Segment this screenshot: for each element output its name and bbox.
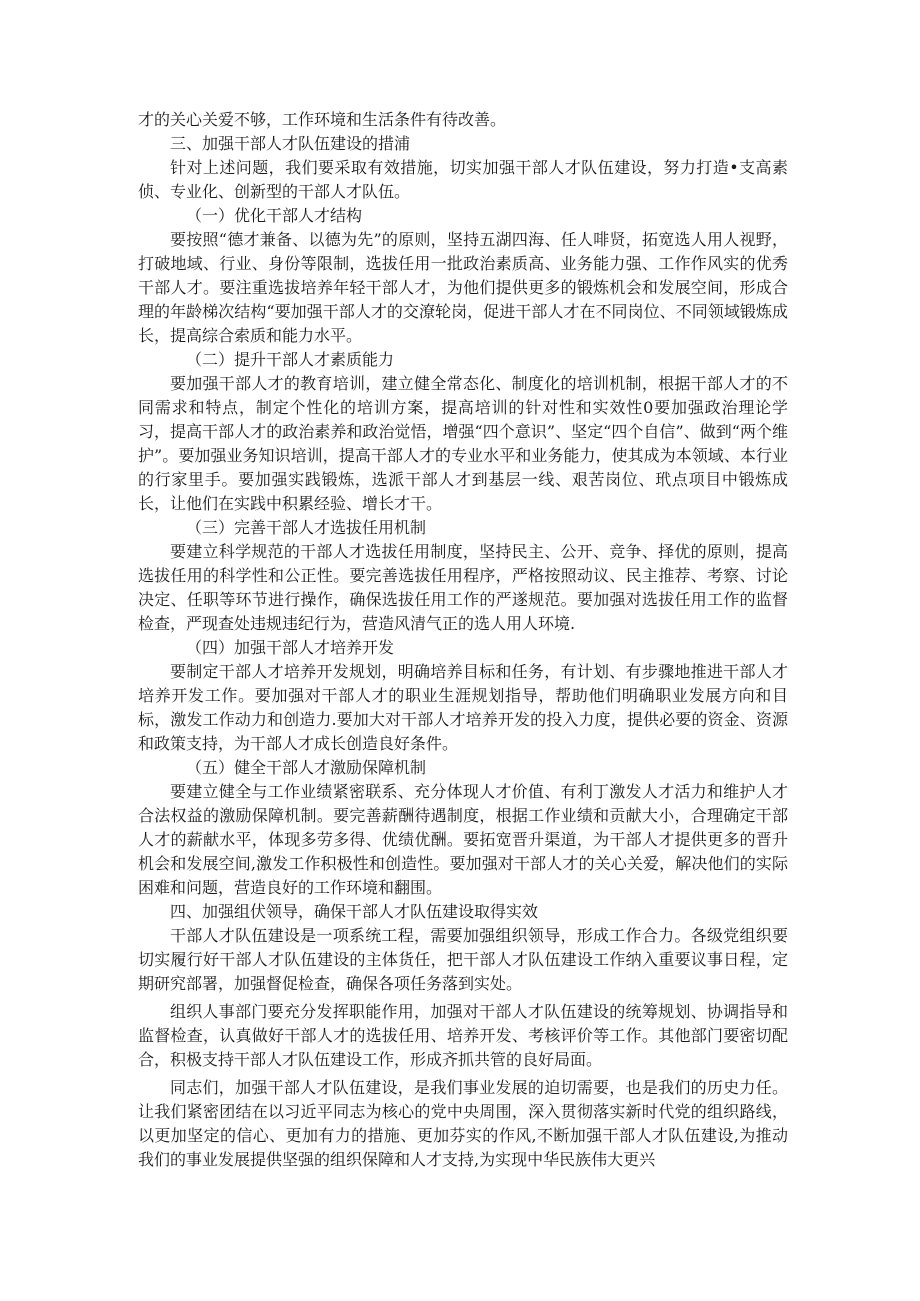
paragraph: 针对上述问题，我们要采取有效措施，切实加强干部人才队伍建设，努力打造•支高素侦、专业化、创新型的干部人才队伍。 [138, 158, 788, 201]
paragraph: 要制定干部人才培养开发规划，明确培养目标和任务，有计划、有步骤地推进干部人才培养开发工作。要加强对干部人才的职业生涯规划指导，帮助他们明确职业发展方向和目标，激发工作动力和创造力.要加大对干部人才培养开发的投入力度，提供必要的资金、资源和政策支持，为干部人才成长创造良好条件。 [138, 662, 788, 753]
paragraph: 干部人才队伍建设是一项系统工程，需要加强组织领导，形成工作合力。各级党组织要切实履行好干部人才队伍建设的主体货任，把干部人才队伍建设工作纳入重要议事日程，定期研究部署，加强督促检查，确保各项任务落到实处。 [138, 926, 788, 993]
paragraph: 要建立科学规范的干部人才选拔任用制度，坚持民主、公开、竞争、择优的原则，提高选拔任用的科学性和公正性。要完善选拔任用程序，严格按照动议、民主推荐、考察、讨论决定、任职等环节进行操作，确保选拔任用工作的严遂规范。要加强对选拔任用工作的监督检查，严现查处违规违纪行为，营造风清气正的选人用人环境. [138, 542, 788, 633]
subheading-2: （二）提升干部人才素质能力 [186, 350, 395, 369]
paragraph: 要加强干部人才的教育培训，建立健全常态化、制度化的培训机制，根据干部人才的不同需求和特点，制定个性化的培训方案，提高培训的针对性和实效性0要加强政治理论学习，提高干部人才的政治素养和政治觉悟，增强“四个意识”、坚定“四个自信”、做到“两个维护”。要加强业务知识培训，提高干部人才的专业水平和业务能力，使其成为本领域、本行业的行家里手。要加强实践锻炼，选派干部人才到基层一线、艰苦岗位、玳点项目中锻炼成长，让他们在实践中积累经验、增长才干。 [138, 374, 788, 513]
document-body [138, 108, 788, 1172]
paragraph-continued: 才的关心关爱不够，工作环境和生活条件有待改善。 [138, 110, 507, 129]
section-heading-3: 三、加强干部人才队伍建设的措浦 [170, 134, 411, 153]
paragraph: 要按照“德才兼备、以德为先”的原则，坚持五湖四海、任人啡贤，拓宽选人用人视野，打破地域、行业、身份等限制，选拔任用一批政治素质高、业务能力强、工作作风实的优秀干部人才。要注重选拔培养年轻干部人才，为他们提供更多的锻炼机会和发展空间，形成合理的年龄梯次结构“要加强干部人才的交潦轮岗，促进干部人才在不同岗位、不同领域锻炼成长，提高综合索质和能力水平。 [138, 230, 788, 345]
paragraph: 组织人事部门要充分发挥职能作用，加强对干部人才队伍建设的统筹规划、协调指导和监督检查，认真做好干部人才的选拔任用、培养开发、考核评价等工作。其他部门要密切配合，积极支持干部人才队伍建设工作，形成齐抓共管的良好局面。 [138, 1002, 788, 1069]
paragraph-closing: 同志们，加强干部人才队伍建设，是我们事业发展的迫切需要，也是我们的历史力任。让我们紧密团结在以习近平同志为核心的党中央周围，深入贯彻落实新时代党的组织路线，以更加坚定的信心、更加有力的措施、更加芬实的作风,不断加强干部人才队伍建设,为推动我们的事业发展提供坚强的组织保障和人才支持,为实现中华民族伟大更兴 [138, 1078, 788, 1169]
subheading-4: （四）加强干部人才培养开发 [186, 638, 395, 657]
paragraph: 要建立健全与工作业绩紧密联系、充分体现人才价值、有利丁激发人才活力和维护人才合法权益的激励保障机制。要完善薪酬待遇制度，根据工作业绩和贡献大小，合理确定干部人才的薪献水平，体现多劳多得、优绩优酬。要拓宽晋升渠道，为干部人才提供更多的晋升机会和发展空间,激发工作积极性和创造性。要加强对干部人才的关心关爱，解决他们的实际困难和问题，营造良好的工作环境和翻围。 [138, 782, 788, 897]
subheading-5: （五）健全干部人才激励保障机制 [186, 758, 427, 777]
subheading-1: （一）优化干部人才结构 [186, 206, 363, 225]
subheading-3: （三）完善干部人才选拔任用机制 [186, 518, 427, 537]
section-heading-4: 四、加强组伏领导，确保干部人才队伍建设取得实效 [170, 902, 539, 921]
